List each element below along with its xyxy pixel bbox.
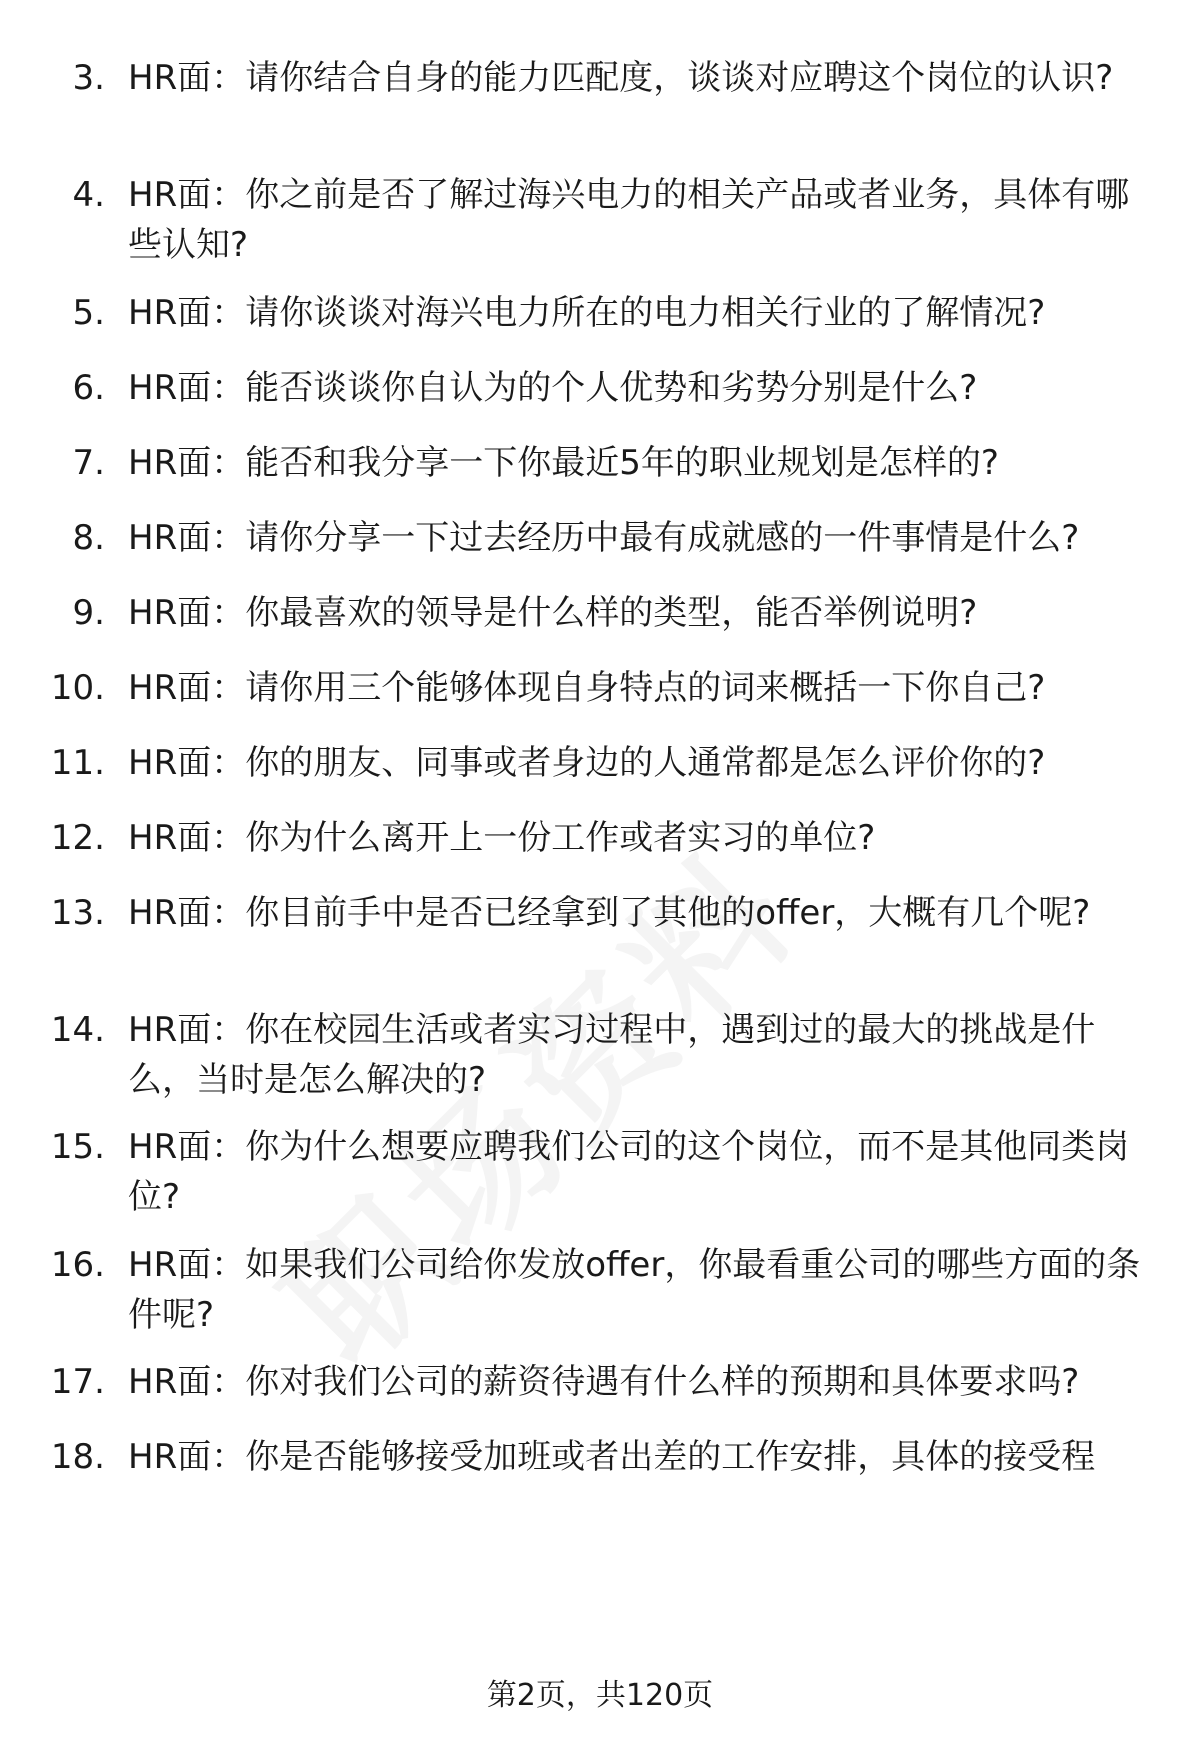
item-number: 8.: [72, 518, 105, 558]
item-number: 7.: [72, 443, 105, 483]
item-number: 3.: [72, 58, 105, 98]
item-text: HR面：你为什么想要应聘我们公司的这个岗位，而不是其他同类岗位?: [128, 1127, 1130, 1217]
item-number: 5.: [72, 293, 105, 333]
item-text: HR面：你的朋友、同事或者身边的人通常都是怎么评价你的?: [128, 743, 1046, 783]
item-text: HR面：请你谈谈对海兴电力所在的电力相关行业的了解情况?: [128, 293, 1046, 333]
item-text: HR面：你在校园生活或者实习过程中，遇到过的最大的挑战是什么，当时是怎么解决的?: [128, 1010, 1096, 1100]
item-number: 10.: [50, 668, 105, 708]
item-number: 4.: [72, 175, 105, 215]
item-number: 18.: [50, 1437, 105, 1477]
item-number: 11.: [50, 743, 105, 783]
item-text: HR面：能否和我分享一下你最近5年的职业规划是怎样的?: [128, 443, 999, 483]
item-text: HR面：你之前是否了解过海兴电力的相关产品或者业务，具体有哪些认知?: [128, 175, 1130, 265]
page-footer: 第2页，共120页: [486, 1678, 714, 1713]
item-number: 12.: [50, 818, 105, 858]
item-text: HR面：你对我们公司的薪资待遇有什么样的预期和具体要求吗?: [128, 1362, 1080, 1402]
item-text: HR面：你最喜欢的领导是什么样的类型，能否举例说明?: [128, 593, 978, 633]
item-text: HR面：如果我们公司给你发放offer，你最看重公司的哪些方面的条件呢?: [128, 1245, 1141, 1335]
item-text: HR面：请你结合自身的能力匹配度，谈谈对应聘这个岗位的认识?: [128, 58, 1114, 98]
item-text: HR面：请你分享一下过去经历中最有成就感的一件事情是什么?: [128, 518, 1080, 558]
item-text: HR面：请你用三个能够体现自身特点的词来概括一下你自己?: [128, 668, 1046, 708]
item-number: 13.: [50, 893, 105, 933]
item-text: HR面：你目前手中是否已经拿到了其他的offer，大概有几个呢?: [128, 893, 1091, 933]
item-number: 14.: [50, 1010, 105, 1050]
item-number: 6.: [72, 368, 105, 408]
item-number: 16.: [50, 1245, 105, 1285]
item-number: 9.: [72, 593, 105, 633]
item-number: 17.: [50, 1362, 105, 1402]
item-text: HR面：你是否能够接受加班或者出差的工作安排，具体的接受程: [128, 1437, 1096, 1477]
item-text: HR面：你为什么离开上一份工作或者实习的单位?: [128, 818, 876, 858]
item-text: HR面：能否谈谈你自认为的个人优势和劣势分别是什么?: [128, 368, 978, 408]
item-number: 15.: [50, 1127, 105, 1167]
